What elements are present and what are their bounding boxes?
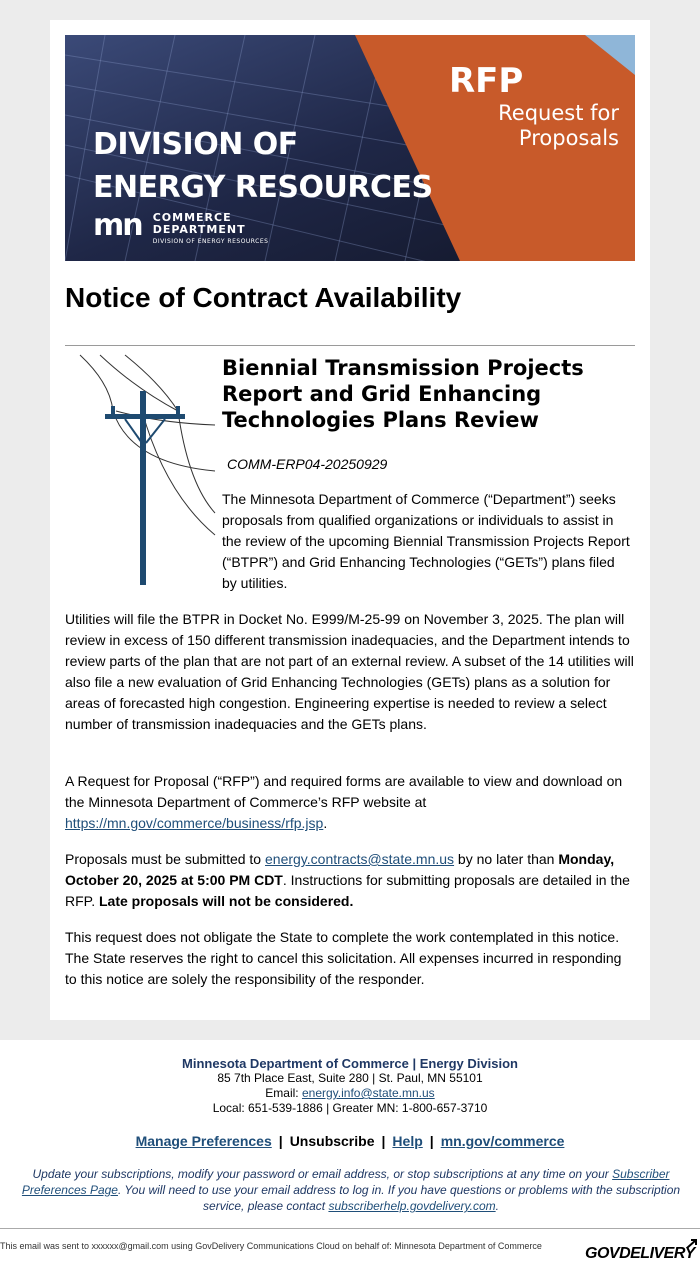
project-title: Biennial Transmission Projects Report and Grid Enhancing Technologies Plans Review: [222, 356, 584, 432]
govdelivery-logo: GOVDELIVERY: [585, 1245, 695, 1262]
late-proposals-warning: Late proposals will not be considered.: [98, 893, 354, 909]
subscriber-help-link[interactable]: subscriberhelp.govdelivery.com: [328, 1199, 496, 1213]
deadline: Monday, October 20, 2025 at 5:00 PM CDT: [65, 851, 615, 888]
request-for-proposals-label: Request for Proposals: [498, 101, 619, 150]
email-card: [50, 20, 650, 1020]
org-name: Minnesota Department of Commerce | Energy Division: [182, 1056, 518, 1071]
contracts-email-link[interactable]: energy.contracts@state.mn.us: [265, 851, 455, 867]
info-email-link[interactable]: energy.info@state.mn.us: [301, 1086, 435, 1100]
divider: [65, 345, 635, 346]
rfp-banner: [65, 35, 635, 261]
intro-paragraph: The Minnesota Department of Commerce (“Department”) seeks proposals from qualified organizations or individuals to assist in the review of the upcoming Biennial Transmission Projects Report (“BTPR”) and Grid Enhancing Technologies (“GETs”) plans filed by utilities.: [222, 491, 630, 591]
power-pole-icon: [70, 353, 220, 588]
help-link[interactable]: Help: [392, 1133, 423, 1149]
phone-numbers: Local: 651-539-1886 | Greater MN: 1-800-657-3710: [212, 1101, 488, 1115]
subscriber-preferences-link[interactable]: Subscriber Preferences Page: [21, 1167, 670, 1197]
email-footer: [0, 1040, 700, 1270]
commerce-site-link[interactable]: mn.gov/commerce: [440, 1133, 565, 1149]
footer-divider: [0, 1228, 700, 1229]
contact-block: Minnesota Department of Commerce | Energy Division 85 7th Place East, Suite 280 | St. Paul, MN 55101 Email: energy.info@state.mn.us Local: 651-539-1886 | Greater MN: 1-800-657-3710: [0, 1056, 700, 1116]
division-title: DIVISION OF ENERGY RESOURCES: [93, 127, 433, 205]
btpr-paragraph: Utilities will file the BTPR in Docket No. E999/M-25-99 on November 3, 2025. The plan will review in excess of 150 different transmission inadequacies, and the Department intends to review parts of the plan that are not part of an external review. A subset of the 14 utilities will also file a new evaluation of Grid Enhancing Technologies (GETs) plans as a solution for areas of forecasted high congestion. Engineering expertise is needed to review a select number of transmission inadequacies and the GETs plans.: [65, 611, 634, 732]
footer-links: Manage Preferences | Unsubscribe | Help | mn.gov/commerce: [135, 1133, 565, 1149]
unsubscribe-link[interactable]: Unsubscribe: [289, 1133, 375, 1149]
rfp-label: RFP: [449, 61, 524, 101]
submission-paragraph: Proposals must be submitted to energy.contracts@state.mn.us by no later than Monday, October 20, 2025 at 5:00 PM CDT. Instructions for submitting proposals are detailed in the RFP. Late proposals will not be considered.: [65, 851, 630, 909]
manage-preferences-link[interactable]: Manage Preferences: [135, 1133, 272, 1149]
rfp-website-link[interactable]: https://mn.gov/commerce/business/rfp.jsp: [65, 815, 324, 831]
page-title: Notice of Contract Availability: [65, 282, 462, 313]
rfp-availability-paragraph: A Request for Proposal (“RFP”) and required forms are available to view and download on the Minnesota Department of Commerce’s RFP website at https://mn.gov/commerce/business/rfp.jsp.: [65, 773, 623, 831]
solicitation-code: COMM-ERP04-20250929: [227, 456, 388, 472]
mn-logo-mark: mn: [93, 208, 142, 243]
govdelivery-arrow-icon: [686, 1238, 698, 1250]
disclaimer-paragraph: This request does not obligate the State to complete the work contemplated in this notice. The State reserves the right to cancel this solicitation. All expenses incurred in responding to this notice are solely the responsibility of the responder.: [65, 929, 622, 987]
address: 85 7th Place East, Suite 280 | St. Paul, MN 55101: [217, 1071, 483, 1085]
subscription-notice: Update your subscriptions, modify your password or email address, or stop subscriptions at any time on your Subscriber Preferences Page. You will need to use your email address to log in. If you have questions or problems with the subscription service, please contact subscriberhelp.govdelivery.com.: [21, 1167, 681, 1213]
sent-notice: This email was sent to xxxxxx@gmail.com using GovDelivery Communications Cloud on behalf of: Minnesota Department of Commerce: [0, 1241, 542, 1251]
commerce-logo: mn COMMERCE DEPARTMENT DIVISION OF ENERGY RESOURCES: [93, 208, 269, 245]
